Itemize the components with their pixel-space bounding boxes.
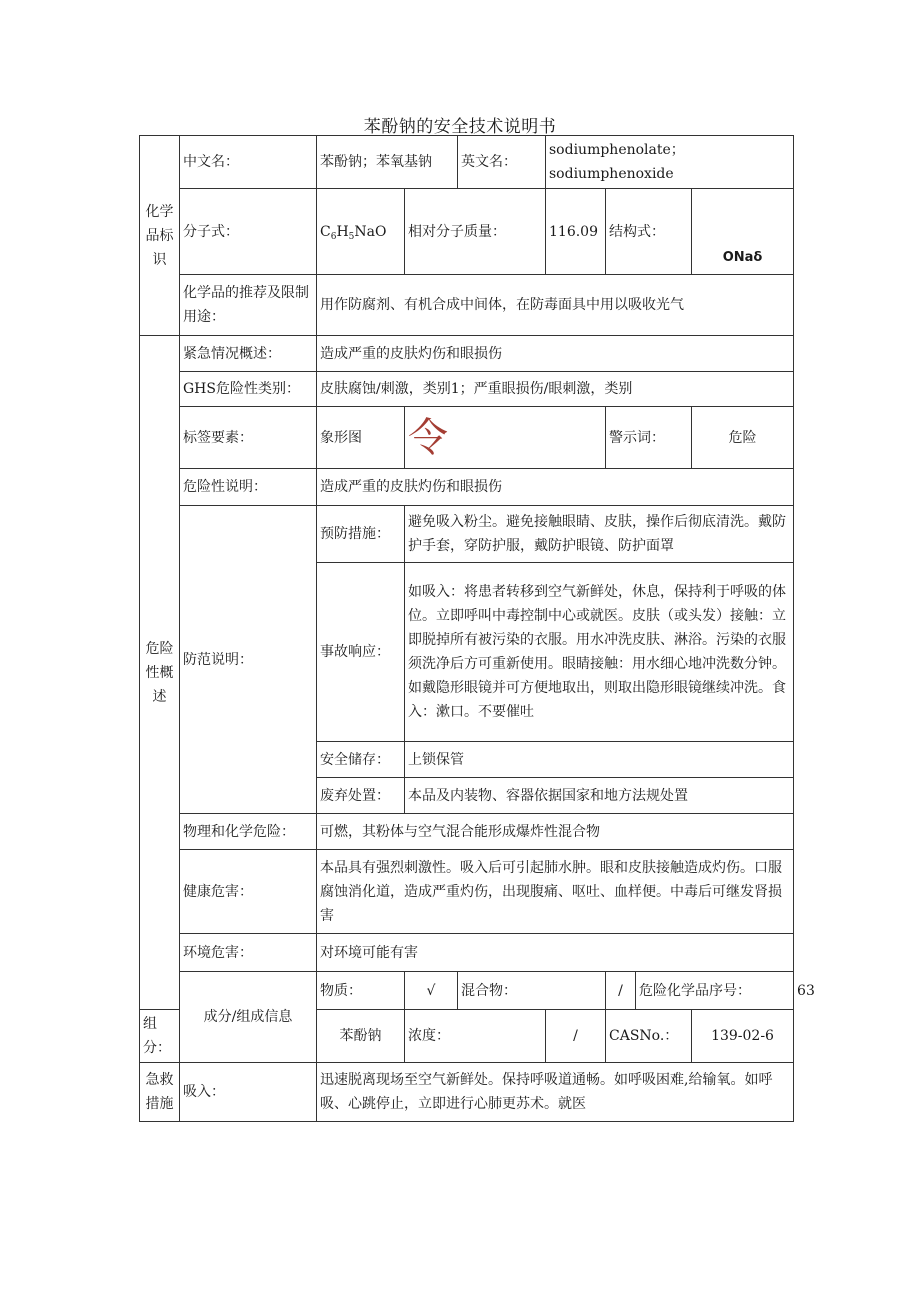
physchem-label: 物理和化学危险： (180, 814, 317, 850)
formula-label: 分子式： (180, 189, 317, 275)
component-label: 组分： (140, 1010, 180, 1063)
response-label: 事故响应： (317, 563, 405, 742)
molecular-weight-value: 116.09 (546, 189, 606, 275)
precaution-label: 防范说明： (180, 506, 317, 814)
mixture-label: 混合物： (458, 972, 606, 1010)
section-hazard: 危险性概述 (140, 336, 180, 1010)
physchem-value: 可燃，其粉体与空气混合能形成爆炸性混合物 (317, 814, 794, 850)
prevention-value: 避免吸入粉尘。避免接触眼睛、皮肤，操作后彻底清洗。戴防护手套，穿防护服，戴防护眼镜、防护面罩 (405, 506, 794, 563)
use-label: 化学品的推荐及限制用途： (180, 275, 317, 336)
table-row (140, 814, 794, 850)
section-composition: 成分/组成信息 (180, 972, 317, 1063)
hazard-statement-label: 危险性说明： (180, 469, 317, 506)
prevention-label: 预防措施： (317, 506, 405, 563)
en-name-label: 英文名： (458, 136, 546, 189)
cas-value: 139-02-6 (692, 1010, 794, 1063)
hazard-seq-label: 危险化学品序号： (636, 972, 794, 1010)
table-row (140, 850, 794, 934)
inhalation-label: 吸入： (180, 1063, 317, 1122)
en-name-value: sodiumphenolate；sodiumphenoxide (546, 136, 794, 189)
storage-label: 安全储存： (317, 742, 405, 778)
mixture-value: / (606, 972, 636, 1010)
storage-value: 上锁保管 (405, 742, 794, 778)
table-row (140, 336, 794, 372)
inhalation-value: 迅速脱离现场至空气新鲜处。保持呼吸道通畅。如呼吸困难,给输氧。如呼吸、心跳停止，立即进行心肺更苏术。就医 (317, 1063, 794, 1122)
ghs-label: GHS危险性类别： (180, 372, 317, 407)
table-row (140, 469, 794, 506)
cn-name-label: 中文名： (180, 136, 317, 189)
section-first-aid: 急救措施 (140, 1063, 180, 1122)
section-identification: 化学品标识 (140, 136, 180, 336)
label-elements-label: 标签要素： (180, 407, 317, 469)
disposal-value: 本品及内装物、容器依据国家和地方法规处置 (405, 778, 794, 814)
substance-value: √ (405, 972, 458, 1010)
disposal-label: 废弃处置： (317, 778, 405, 814)
concentration-value: / (546, 1010, 606, 1063)
emergency-label: 紧急情况概述： (180, 336, 317, 372)
document-title: 苯酚钠的安全技术说明书 (363, 117, 557, 137)
emergency-value: 造成严重的皮肤灼伤和眼损伤 (317, 336, 794, 372)
table-row (140, 934, 794, 972)
table-row (140, 1063, 794, 1122)
health-value: 本品具有强烈刺激性。吸入后可引起肺水肿。眼和皮肤接触造成灼伤。口服腐蚀消化道，造成严重灼伤，出现腹痛、呕吐、血样便。中毒后可继发肾损害 (317, 850, 794, 934)
table-row (140, 189, 794, 275)
component-value: 苯酚钠 (317, 1010, 405, 1063)
structure-label: 结构式： (606, 189, 692, 275)
substance-label: 物质： (317, 972, 405, 1010)
response-value: 如吸入：将患者转移到空气新鲜处，休息，保持利于呼吸的体位。立即呼叫中毒控制中心或就医。皮肤（或头发）接触：立即脱掉所有被污染的衣服。用水冲洗皮肤、淋浴。污染的衣服须洗净后方可重新使用。眼睛接触：用水细心地冲洗数分钟。如戴隐形眼镜并可方便地取出，则取出隐形眼镜继续冲洗。食入：漱口。不要催吐 (405, 563, 794, 742)
table-row (140, 136, 794, 189)
safety-data-table (139, 135, 815, 1122)
pictogram-label: 象形图 (317, 407, 405, 469)
structure-formula: ONaδ (692, 189, 794, 275)
cn-name-value: 苯酚钠；苯氧基钠 (317, 136, 458, 189)
ghs-value: 皮肤腐蚀/刺激，类别1；严重眼损伤/眼刺激，类别 (317, 372, 794, 407)
molecular-weight-label: 相对分子质量： (405, 189, 546, 275)
concentration-label: 浓度： (405, 1010, 546, 1063)
table-row (140, 372, 794, 407)
table-row: 成分/组成信息 物质： √ 混合物： / 危险化学品序号： 63 (140, 972, 794, 1010)
cas-label: CASNo.： (606, 1010, 692, 1063)
table-row (140, 407, 794, 469)
env-value: 对环境可能有害 (317, 934, 794, 972)
formula-value: $C_6H_5NaO$ (317, 189, 405, 275)
hazard-statement-value: 造成严重的皮肤灼伤和眼损伤 (317, 469, 794, 506)
table-row (140, 275, 794, 336)
signal-word-value: 危险 (692, 407, 794, 469)
corrosion-pictogram-icon: 令 (405, 407, 606, 469)
table-row (140, 506, 794, 563)
signal-word-label: 警示词： (606, 407, 692, 469)
health-label: 健康危害： (180, 850, 317, 934)
use-value: 用作防腐剂、有机合成中间体，在防毒面具中用以吸收光气 (317, 275, 794, 336)
env-label: 环境危害： (180, 934, 317, 972)
